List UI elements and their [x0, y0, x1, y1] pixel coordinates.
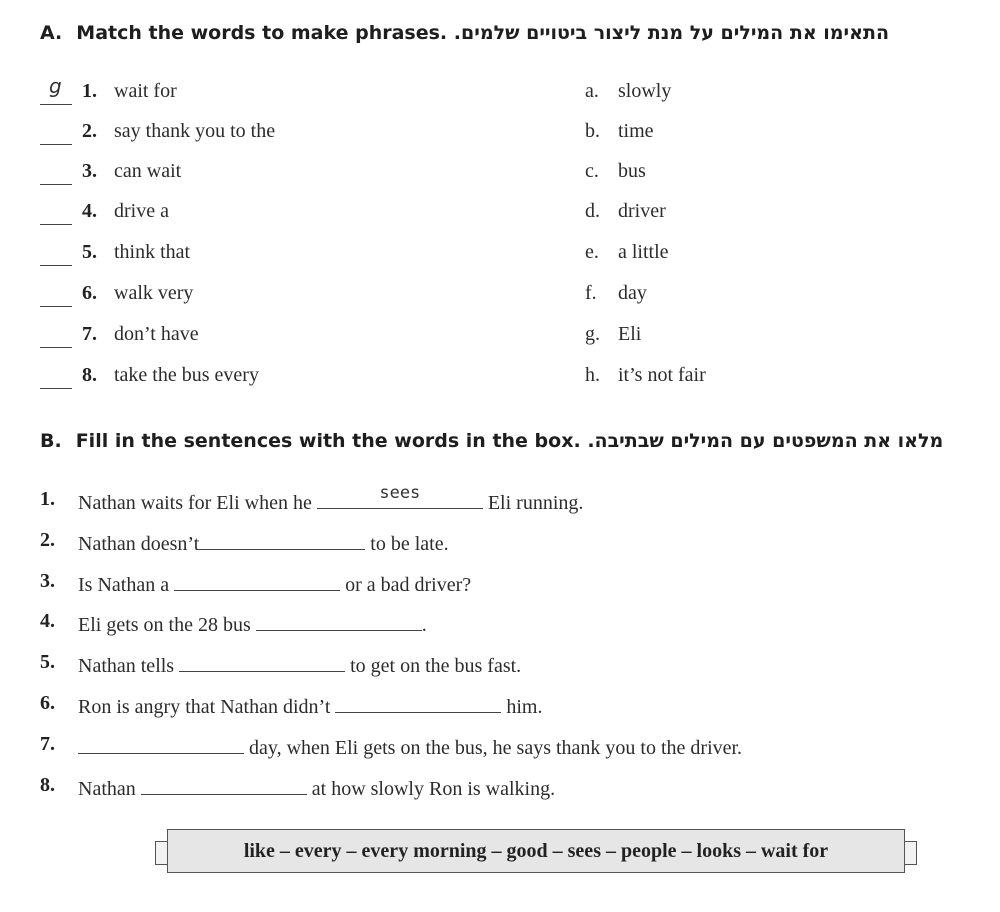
fill-blank[interactable]	[256, 610, 422, 631]
option-letter: h.	[585, 364, 600, 386]
sentence-number: 3.	[40, 570, 55, 592]
section-a-title: Match the words to make phrases.	[76, 22, 448, 44]
sentence-before: Nathan waits for Eli when he	[78, 492, 317, 514]
sentence-text	[78, 651, 521, 678]
answer-blank[interactable]	[40, 160, 72, 185]
sentence-text	[78, 529, 449, 556]
answer-blank[interactable]	[40, 364, 72, 389]
section-b-title-hebrew: מלאו את המשפטים עם המילים שבתיבה.	[587, 430, 944, 452]
sentence-before: Ron is angry that Nathan didn’t	[78, 696, 336, 718]
fill-blank[interactable]	[174, 570, 340, 591]
sentence-after: to get on the bus fast.	[345, 655, 522, 677]
sentence-text	[78, 733, 742, 760]
section-b-heading	[40, 430, 943, 452]
section-a-title-hebrew: התאימו את המילים על מנת ליצור ביטויים שלמים.	[453, 22, 889, 44]
sentence-number: 1.	[40, 488, 55, 510]
sentence-after: Eli running.	[482, 492, 584, 514]
section-a-heading	[40, 22, 889, 44]
sentence-number: 5.	[40, 651, 55, 673]
item-number: 6.	[82, 282, 97, 304]
word-box-list: like – every – every morning – good – sees – people – looks – wait for	[167, 829, 905, 873]
sentence-number: 8.	[40, 774, 55, 796]
item-number: 7.	[82, 323, 97, 345]
phrase-end: slowly	[618, 80, 672, 102]
option-letter: b.	[585, 120, 600, 142]
phrase-start: think that	[114, 241, 191, 263]
item-number: 5.	[82, 241, 97, 263]
answer-blank[interactable]	[40, 323, 72, 348]
phrase-start: say thank you to the	[114, 120, 276, 142]
answer-blank[interactable]	[40, 120, 72, 145]
phrase-start: wait for	[114, 80, 177, 102]
answer-blank[interactable]	[40, 241, 72, 266]
fill-blank[interactable]	[199, 529, 365, 550]
sentence-text	[78, 692, 543, 719]
sentence-after: at how slowly Ron is walking.	[306, 778, 556, 800]
phrase-end: day	[618, 282, 647, 304]
phrase-end: it’s not fair	[618, 364, 706, 386]
sentence-before: Nathan tells	[78, 655, 180, 677]
option-letter: f.	[585, 282, 597, 304]
item-number: 8.	[82, 364, 97, 386]
sentence-before: Nathan doesn’t	[78, 533, 200, 555]
sentence-after: him.	[501, 696, 543, 718]
answer-blank[interactable]	[40, 74, 72, 105]
phrase-end: time	[618, 120, 654, 142]
sentence-text	[78, 483, 584, 515]
phrase-start: drive a	[114, 200, 169, 222]
fill-blank[interactable]	[317, 483, 483, 509]
phrase-end: driver	[618, 200, 666, 222]
sentence-text	[78, 570, 471, 597]
sentence-number: 2.	[40, 529, 55, 551]
sentence-before: Nathan	[78, 778, 141, 800]
section-a-letter: A.	[40, 22, 63, 44]
sentence-after: day, when Eli gets on the bus, he says thank you to the driver.	[244, 737, 743, 759]
section-b-title: Fill in the sentences with the words in the box.	[75, 430, 581, 452]
option-letter: g.	[585, 323, 600, 345]
item-number: 1.	[82, 80, 97, 102]
word-box-right-tab	[904, 841, 917, 865]
sentence-before: Eli gets on the 28 bus	[78, 614, 256, 636]
option-letter: c.	[585, 160, 599, 182]
option-letter: e.	[585, 241, 599, 263]
item-number: 3.	[82, 160, 97, 182]
sentence-text	[78, 774, 555, 801]
word-box	[155, 829, 917, 877]
sentence-number: 7.	[40, 733, 55, 755]
phrase-start: don’t have	[114, 323, 199, 345]
sentence-before: Is Nathan a	[78, 574, 175, 596]
item-number: 4.	[82, 200, 97, 222]
fill-blank[interactable]	[179, 651, 345, 672]
phrase-end: a little	[618, 241, 669, 263]
sentence-number: 6.	[40, 692, 55, 714]
answer-blank[interactable]	[40, 200, 72, 225]
phrase-start: walk very	[114, 282, 194, 304]
option-letter: a.	[585, 80, 599, 102]
phrase-start: take the bus every	[114, 364, 259, 386]
answer-text: g	[49, 74, 62, 98]
sentence-after: or a bad driver?	[340, 574, 472, 596]
answer-blank[interactable]	[40, 282, 72, 307]
fill-blank[interactable]	[335, 692, 501, 713]
sentence-after: to be late.	[365, 533, 449, 555]
sentence-number: 4.	[40, 610, 55, 632]
sentence-after: .	[421, 614, 427, 636]
phrase-end: bus	[618, 160, 646, 182]
phrase-end: Eli	[618, 323, 642, 345]
item-number: 2.	[82, 120, 97, 142]
fill-answer: sees	[379, 483, 421, 503]
section-b-letter: B.	[40, 430, 62, 452]
fill-blank[interactable]	[78, 733, 244, 754]
sentence-text	[78, 610, 427, 637]
option-letter: d.	[585, 200, 600, 222]
phrase-start: can wait	[114, 160, 182, 182]
fill-blank[interactable]	[141, 774, 307, 795]
